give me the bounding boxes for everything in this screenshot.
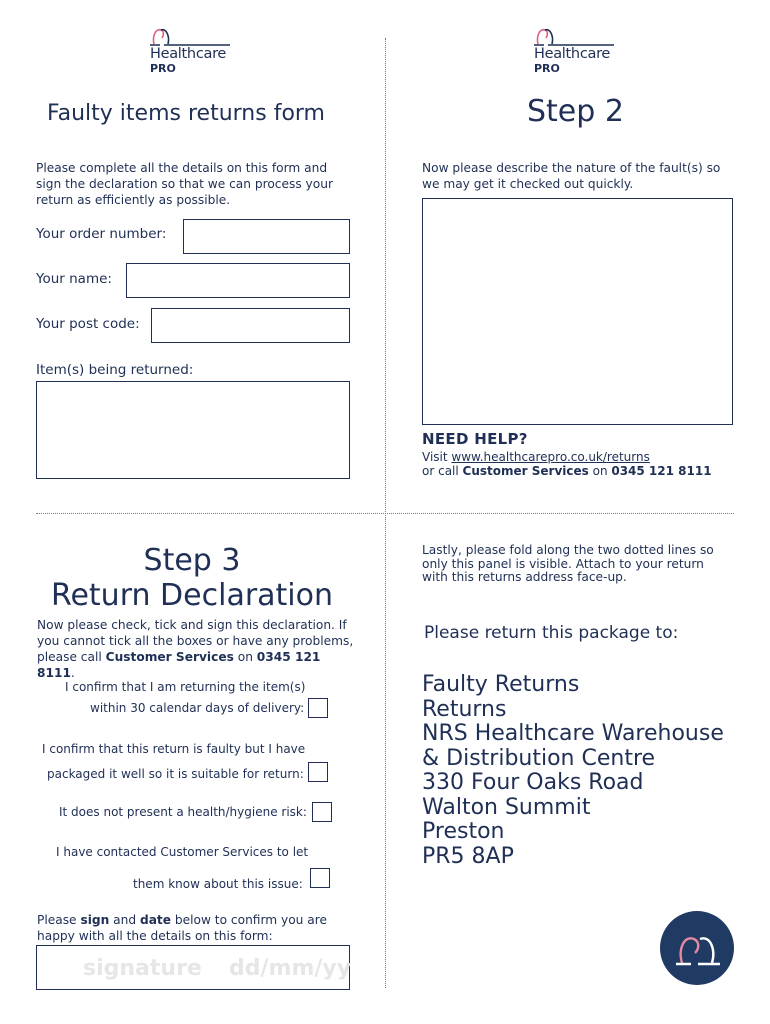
sign-pre: Please	[37, 913, 81, 927]
address-line: Preston	[422, 819, 505, 844]
signature-placeholder: signature	[83, 956, 202, 981]
step2-title: Step 2	[527, 94, 624, 129]
step3-title	[37, 543, 347, 613]
order-number-label: Your order number:	[36, 226, 167, 242]
address-line: & Distribution Centre	[422, 745, 656, 771]
brand-circle-logo	[660, 911, 734, 985]
address-line: NRS Healthcare Warehouse	[422, 721, 724, 746]
address-line: Faulty Returns	[422, 672, 580, 697]
order-number-field[interactable]	[183, 219, 350, 254]
help-visit-line	[422, 450, 650, 464]
address-line: 330 Four Oaks Road	[422, 770, 644, 795]
return-to-label: Please return this package to:	[424, 623, 679, 643]
heart-circle-icon	[660, 911, 734, 985]
logo-text: Healthcare	[534, 46, 611, 62]
items-returned-label: Item(s) being returned:	[36, 362, 194, 378]
horizontal-fold-line	[36, 513, 734, 514]
declaration-1-checkbox[interactable]	[308, 698, 328, 718]
declaration-2-checkbox[interactable]	[308, 762, 328, 782]
declaration-1-line1: I confirm that I am returning the item(s)	[65, 680, 306, 694]
logo-text: Healthcare	[150, 46, 227, 62]
step3-intro	[37, 617, 355, 681]
return-address	[422, 673, 724, 869]
step3-customer-services: Customer Services	[105, 650, 234, 664]
declaration-1-line2: within 30 calendar days of delivery:	[90, 701, 305, 715]
logo-subtext: PRO	[150, 62, 176, 75]
form-title: Faulty items returns form	[47, 101, 325, 126]
postcode-label: Your post code:	[36, 316, 140, 332]
logo-hearts-icon	[150, 24, 236, 48]
address-line: PR5 8AP	[422, 843, 514, 869]
step3-intro-text: Now please check, tick and sign this declaration. If you cannot tick all the boxes or have any problems, please call	[37, 618, 354, 664]
fault-description-field[interactable]	[422, 198, 733, 425]
declaration-4-checkbox[interactable]	[310, 868, 330, 888]
signature-date-field[interactable]	[36, 945, 350, 990]
postcode-field[interactable]	[151, 308, 350, 343]
form-intro: Please complete all the details on this form and sign the declaration so that we can process your return as efficiently as possible.	[36, 161, 333, 207]
sign-bold: sign	[80, 913, 110, 927]
declaration-4-line2: them know about this issue:	[133, 877, 303, 891]
help-phone: 0345 121 8111	[611, 464, 712, 478]
returns-link[interactable]: www.healthcarepro.co.uk/returns	[451, 450, 650, 464]
logo-hearts-icon	[534, 24, 620, 48]
address-line: Returns	[422, 696, 507, 722]
declaration-2-line2: packaged it well so it is suitable for return:	[47, 767, 304, 781]
declaration-3-checkbox[interactable]	[312, 802, 332, 822]
date-placeholder: dd/mm/yy	[229, 956, 352, 981]
step3-title-line2: Return Declaration	[50, 578, 334, 613]
step2-intro: Now please describe the nature of the fault(s) so we may get it checked out quickly.	[422, 161, 721, 191]
need-help-heading: NEED HELP?	[422, 430, 528, 448]
help-visit-text: Visit	[422, 450, 452, 464]
name-label: Your name:	[36, 271, 112, 287]
help-customer-services: Customer Services	[462, 464, 589, 478]
sign-mid: and	[109, 913, 140, 927]
help-call-line	[422, 464, 712, 478]
date-bold: date	[139, 913, 172, 927]
fold-instructions: Lastly, please fold along the two dotted lines so only this panel is visible. Attach to your return with this returns address face-up.	[422, 543, 714, 584]
address-line: Walton Summit	[422, 794, 591, 820]
declaration-3: It does not present a health/hygiene risk:	[59, 805, 307, 819]
step3-intro-end: .	[70, 666, 75, 680]
healthcare-pro-logo-2	[534, 24, 620, 80]
step3-phone: 0345 121 8111	[37, 650, 321, 680]
logo-subtext: PRO	[534, 62, 560, 75]
declaration-2-line1: I confirm that this return is faulty but I have	[42, 742, 306, 756]
healthcare-pro-logo	[150, 24, 236, 80]
name-field[interactable]	[126, 263, 350, 298]
items-returned-field[interactable]	[36, 381, 350, 479]
step3-title-line1: Step 3	[143, 543, 241, 578]
sign-instructions	[37, 912, 337, 944]
step3-intro-on: on	[233, 650, 257, 664]
help-call-prefix: or call	[422, 464, 463, 478]
help-on: on	[588, 464, 612, 478]
sign-post: below to confirm you are happy with all the details on this form:	[37, 913, 327, 943]
declaration-4-line1: I have contacted Customer Services to let	[56, 845, 309, 859]
